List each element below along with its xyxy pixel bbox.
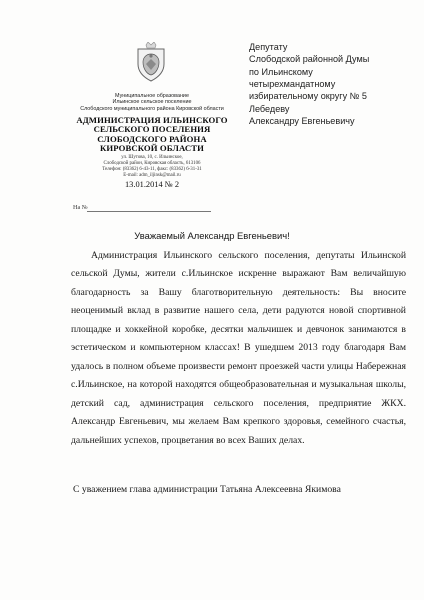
- administration-title-line: КИРОВСКОЙ ОБЛАСТИ: [99, 143, 205, 154]
- address-line: Телефон: (83362) 6-43-11, факс: (83362) 6-31-31: [102, 166, 202, 172]
- administration-title-line: АДМИНИСТРАЦИЯ ИЛЬИНСКОГО: [76, 114, 228, 125]
- recipient-block: [249, 41, 419, 127]
- reference-number-label: На №: [73, 204, 88, 211]
- recipient-line: четырехмандатному: [249, 79, 336, 90]
- address-line: Слободской район, Кировская область, 613106: [103, 160, 201, 166]
- address-block: [52, 155, 252, 179]
- email-line: E-mail: adm_iljinsk@mail.ru: [123, 172, 181, 178]
- municipality-line: Ильинское сельское поселение: [112, 99, 192, 106]
- salutation: Уважаемый Александр Евгеньевич!: [134, 230, 290, 241]
- municipality-line: Слободского муниципального района Кировской области: [80, 105, 224, 112]
- reference-number-underline: [87, 211, 211, 212]
- recipient-line: Александру Евгеньевичу: [249, 116, 355, 127]
- municipality-line: Муниципальное образование: [115, 93, 189, 99]
- recipient-line: по Ильинскому: [249, 66, 313, 77]
- administration-title-line: СЕЛЬСКОГО ПОСЕЛЕНИЯ: [93, 124, 211, 135]
- recipient-line: Слободской районной Думы: [249, 54, 370, 65]
- date-and-number: 13.01.2014 № 2: [124, 179, 180, 189]
- administration-title: [52, 116, 252, 154]
- recipient-line: Депутату: [249, 42, 288, 52]
- letterhead-block: [52, 93, 252, 189]
- signature-line: С уважением глава администрации Татьяна Алексеевна Якимова: [73, 484, 341, 495]
- letter-body: Администрация Ильинского сельского поселения, депутаты Ильинской сельской Думы, жители с.Ильинское искренне выражают Вам величайшую благодарность за Вашу благотворительную деятельность: Вы вносите неоценимый вклад в развитие нашего села, дети радуются новой спортивной площадке и хоккейной коробке, десятки мальчишек и девчонок занимаются в эстетическом и компьютерном классах! В ушедшем 2013 году благодаря Вам удалось в полном объеме произвести ремонт проезжей части улицы Набережная с.Ильинское, на которой находятся общеобразовательная и музыкальная школы, детский сад, администрация сельского поселения, предприятие ЖКХ. Александр Евгеньевич, мы желаем Вам крепкого здоровья, семейного счастья, дальнейших успехов, процветания во всех Ваших делах.: [71, 250, 406, 446]
- recipient-line: избирательному округу № 5: [249, 91, 367, 102]
- recipient-line: Лебедеву: [249, 103, 290, 114]
- coat-of-arms-icon: [134, 42, 168, 82]
- administration-title-line: СЛОБОДСКОГО РАЙОНА: [97, 133, 207, 144]
- address-line: ул. Шутова, 10, с. Ильинское,: [121, 154, 183, 160]
